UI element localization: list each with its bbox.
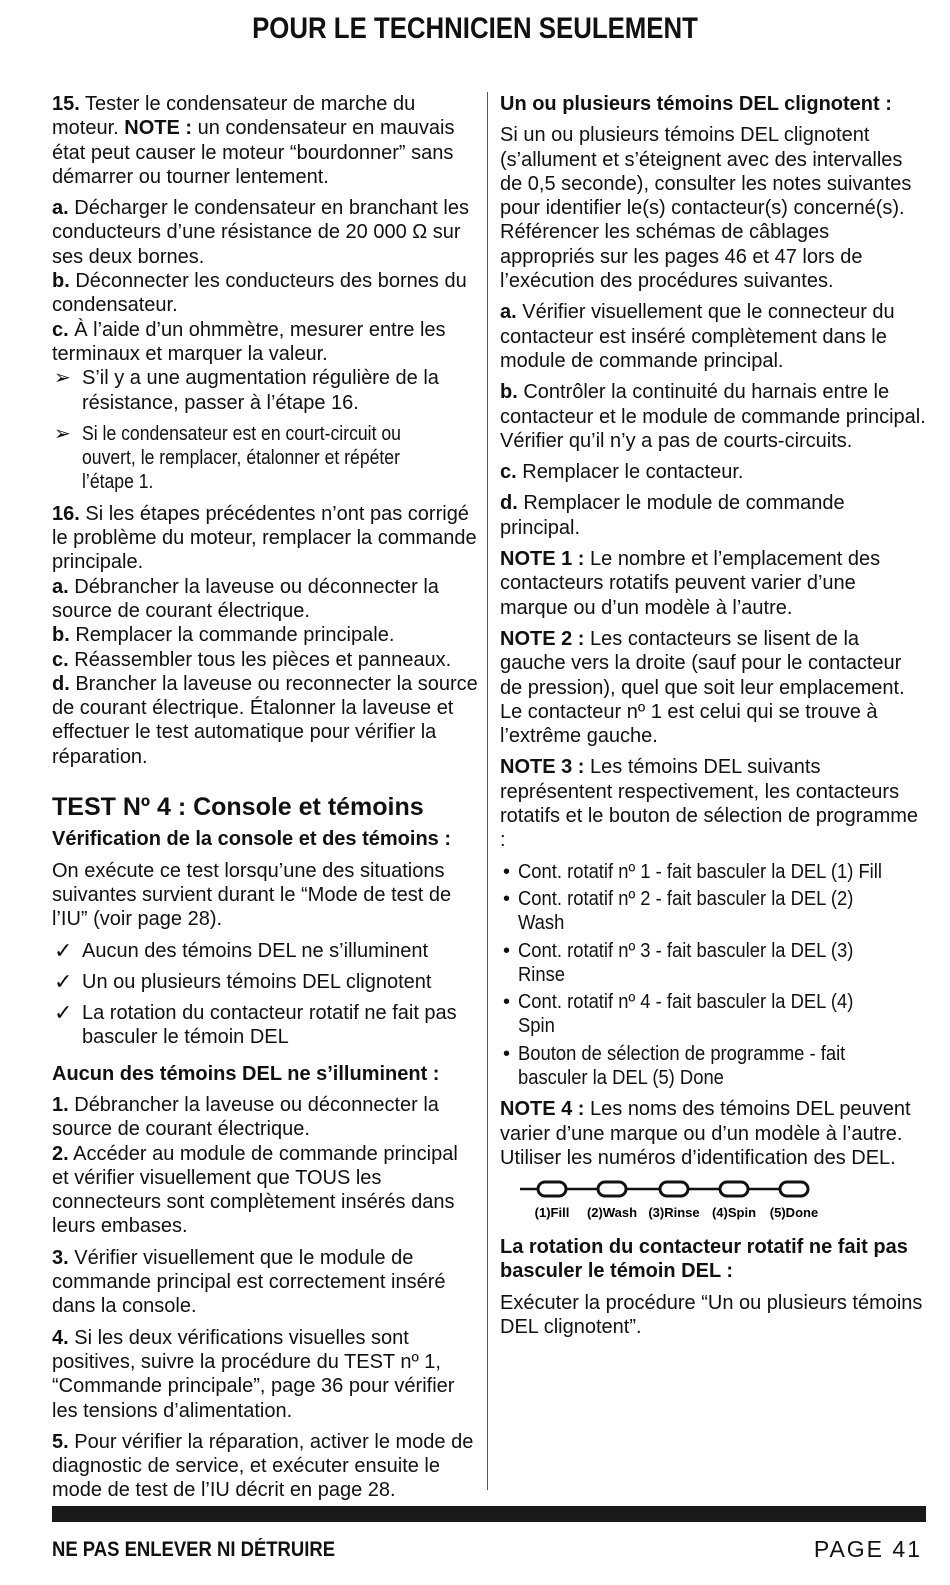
checkmark-icon: ✓: [54, 968, 73, 994]
led-label: (2)Wash: [586, 1205, 638, 1221]
led-icon: [538, 1182, 566, 1196]
aucun-heading: Aucun des témoins DEL ne s’illuminent :: [52, 1062, 440, 1085]
arrow-item: ➢ S’il y a une augmentation régulière de la résistance, passer à l’étape 16.: [54, 367, 439, 414]
step-16c: c. Réassembler tous les pièces et panneaux.: [52, 648, 452, 671]
clign-step-c: c. Remplacer le contacteur.: [500, 461, 744, 484]
right-column: [500, 92, 926, 1346]
led-mapping-item: • Cont. rotatif nº 2 - fait basculer la DEL (2) Wash: [503, 887, 854, 935]
led-mapping-item: • Cont. rotatif nº 1 - fait basculer la DEL (1) Fill: [503, 860, 882, 883]
led-label: (4)Spin: [711, 1205, 757, 1221]
step-16d: d. Brancher la laveuse ou reconnecter la source de courant électrique. Étalonner la laveuse et effectuer le test automatique pour vérifier la réparation.: [52, 672, 478, 768]
step-15c: c. À l’aide d’un ohmmètre, mesurer entre les terminaux et marquer la valeur.: [52, 318, 446, 365]
led-mapping-item: • Bouton de sélection de programme - fait basculer la DEL (5) Done: [503, 1042, 846, 1089]
aucun-step-5: 5. Pour vérifier la réparation, activer le mode de diagnostic de service, et exécuter ensuite le mode de test de l’IU décrit en page 28.: [52, 1430, 474, 1502]
bullet-icon: •: [503, 887, 511, 910]
bullet-icon: •: [503, 860, 511, 883]
checkmark-icon: ✓: [54, 937, 73, 963]
led-diagram: [500, 1177, 926, 1223]
aucun-step-3: 3. Vérifier visuellement que le module de commande principal est correctement inséré dans la console.: [52, 1246, 446, 1318]
note-2: NOTE 2 : Les contacteurs se lisent de la gauche vers la droite (sauf pour le contacteur de pression), quel que soit leur emplacement. Le contacteur nº 1 est celui qui se trouve à l’extrême gauche.: [500, 627, 905, 748]
led-icon: [598, 1182, 626, 1196]
verif-text: On exécute ce test lorsqu’une des situations suivantes survient durant le “Mode de test de l’IU” (voir page 28).: [52, 859, 452, 931]
footer-warning: NE PAS ENLEVER NI DÉTRUIRE: [52, 1538, 336, 1561]
step-16a: a. Débrancher la laveuse ou déconnecter la source de courant électrique.: [52, 575, 439, 622]
note-3: NOTE 3 : Les témoins DEL suivants représentent respectivement, les contacteurs rotatifs et le bouton de sélection de programme :: [500, 756, 919, 852]
page-number: PAGE 41: [813, 1536, 922, 1562]
led-mapping-item: • Cont. rotatif nº 3 - fait basculer la DEL (3) Rinse: [503, 939, 854, 986]
check-item: ✓ Aucun des témoins DEL ne s’illuminent: [54, 937, 429, 963]
bullet-icon: •: [503, 1042, 511, 1065]
aucun-step-2: 2. Accéder au module de commande principal et vérifier visuellement que TOUS les connecteurs sont complètement insérés dans leurs embases.: [52, 1142, 458, 1238]
aucun-step-1: 1. Débrancher la laveuse ou déconnecter la source de courant électrique.: [52, 1093, 439, 1141]
rotation-text: Exécuter la procédure “Un ou plusieurs témoins DEL clignotent”.: [500, 1291, 923, 1339]
step-16: 16. Si les étapes précédentes n’ont pas corrigé le problème du moteur, remplacer la commande principale.: [52, 502, 477, 574]
column-divider: [487, 92, 488, 1490]
step-16b: b. Remplacer la commande principale.: [52, 624, 395, 647]
led-icon: [720, 1182, 748, 1196]
verif-heading: Vérification de la console et des témoins :: [52, 828, 451, 851]
led-icon: [660, 1182, 688, 1196]
section-title-test4: TEST Nº 4 : Console et témoins: [52, 793, 424, 822]
led-icon: [780, 1182, 808, 1196]
rotation-heading: La rotation du contacteur rotatif ne fait pas basculer le témoin DEL :: [500, 1236, 908, 1283]
arrow-item: ➢ Si le condensateur est en court-circuit ou ouvert, le remplacer, étalonner et répéter l’étape 1.: [54, 422, 401, 494]
clign-step-b: b. Contrôler la continuité du harnais entre le contacteur et le module de commande principal. Vérifier qu’il n’y a pas de courts-circuits.: [500, 381, 926, 452]
led-label: (5)Done: [769, 1205, 819, 1221]
clign-step-d: d. Remplacer le module de commande principal.: [500, 492, 845, 539]
aucun-step-4: 4. Si les deux vérifications visuelles sont positives, suivre la procédure du TEST nº 1, “Commande principale”, page 36 pour vérifier les tensions d’alimentation.: [52, 1326, 455, 1422]
note-4: NOTE 4 : Les noms des témoins DEL peuvent varier d’une marque ou d’un modèle à l’autre. Utiliser les numéros d’identification des DEL.: [500, 1098, 911, 1169]
step-15a: a. Décharger le condensateur en branchant les conducteurs d’une résistance de 20 000 Ω sur ses deux bornes.: [52, 197, 469, 268]
checkmark-icon: ✓: [54, 1000, 73, 1026]
check-item: ✓ La rotation du contacteur rotatif ne fait pas basculer le témoin DEL: [54, 1000, 457, 1049]
note-1: NOTE 1 : Le nombre et l’emplacement des contacteurs rotatifs peuvent varier d’une marque ou d’un modèle à l’autre.: [500, 548, 881, 619]
check-item: ✓ Un ou plusieurs témoins DEL clignotent: [54, 968, 432, 994]
bullet-icon: •: [503, 939, 511, 962]
led-mapping-item: • Cont. rotatif nº 4 - fait basculer la DEL (4) Spin: [503, 991, 854, 1038]
step-15: 15. Tester le condensateur de marche du moteur. NOTE : un condensateur en mauvais état peut causer le moteur “bourdonner” sans démarrer ou tourner lentement.: [52, 93, 455, 188]
bullet-icon: •: [503, 991, 511, 1014]
arrow-icon: ➢: [54, 422, 71, 445]
clign-text: Si un ou plusieurs témoins DEL clignotent (s’allument et s’éteignent avec des intervalles de 0,5 seconde), consulter les notes suivantes pour identifier le(s) contacteur(s) concerné(s). Référencer les schémas de câblages appropriés sur les pages 46 et 47 lors de l’exécution des procédures suivantes.: [500, 124, 912, 293]
clign-step-a: a. Vérifier visuellement que le connecteur du contacteur est inséré complètement dans le module de commande principal.: [500, 301, 895, 372]
page-header-title: POUR LE TECHNICIEN SEULEMENT: [252, 12, 698, 45]
clign-heading: Un ou plusieurs témoins DEL clignotent :: [500, 93, 892, 115]
footer-rule: [52, 1506, 926, 1522]
step-15-number: 15.: [52, 93, 80, 115]
arrow-icon: ➢: [54, 367, 71, 390]
left-column: [52, 92, 480, 1510]
led-label: (3)Rinse: [648, 1205, 700, 1221]
note-label: NOTE :: [124, 117, 193, 140]
led-label: (1)Fill: [534, 1205, 570, 1221]
step-15b: b. Déconnecter les conducteurs des bornes du condensateur.: [52, 270, 467, 317]
